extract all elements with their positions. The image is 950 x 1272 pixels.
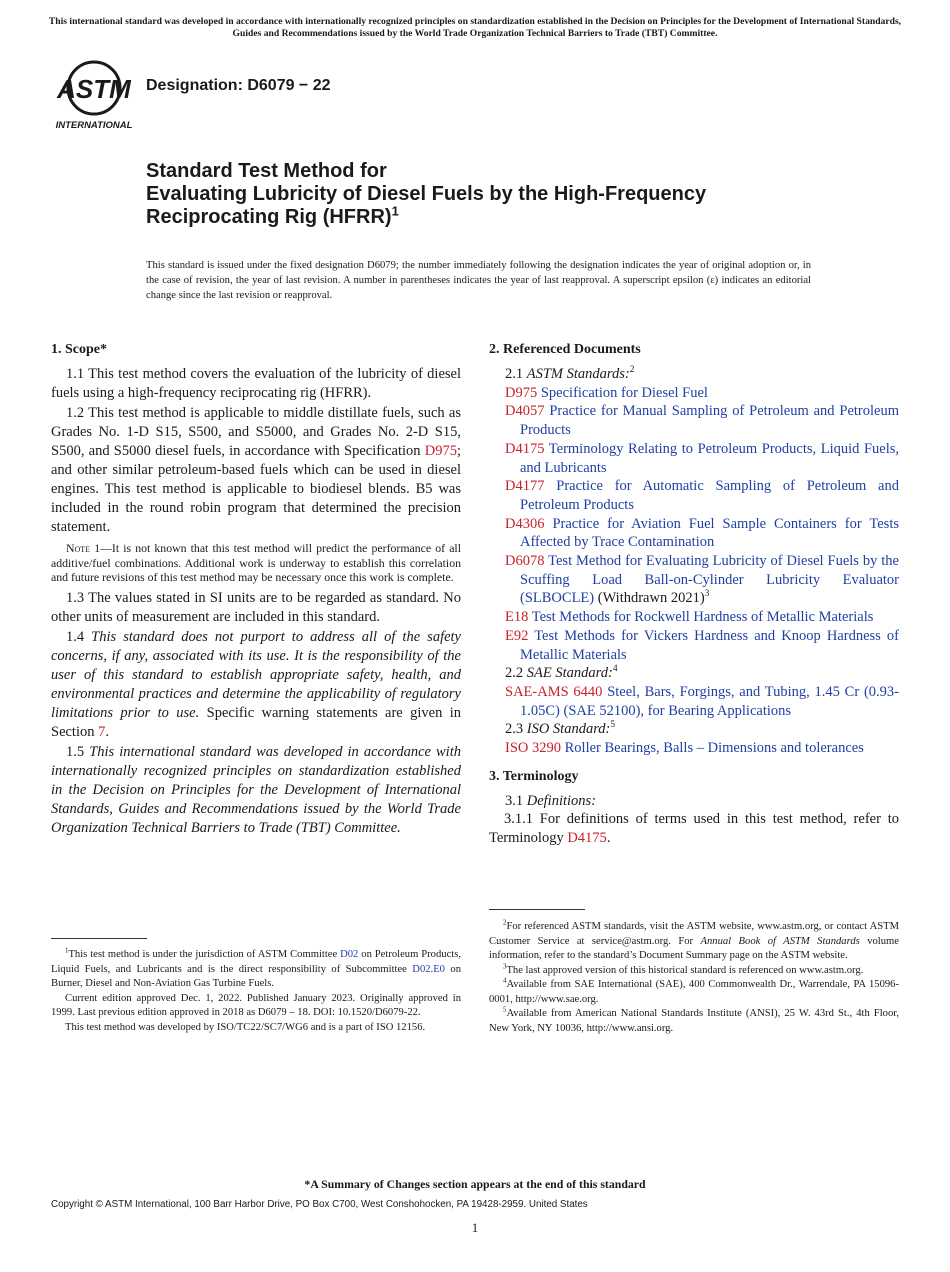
designation: Designation: D6079 − 22 bbox=[146, 77, 331, 94]
reference-title[interactable]: Test Methods for Vickers Hardness and Knoop Hardness of Metallic Materials bbox=[520, 627, 899, 663]
astm-sup: 2 bbox=[629, 365, 635, 376]
terminology-text: 3.1.1 For definitions of terms used in this test method, refer to Terminology bbox=[489, 811, 899, 847]
footnote-3-marker: 3 bbox=[503, 962, 507, 970]
reference-code[interactable]: D4306 bbox=[505, 515, 545, 532]
title-footnote-ref: 1 bbox=[391, 203, 399, 219]
right-footnotes bbox=[489, 920, 899, 1036]
reference-title[interactable]: Practice for Automatic Sampling of Petroleum and Petroleum Products bbox=[520, 478, 899, 513]
terminology-heading: 3. Terminology bbox=[489, 768, 579, 784]
footnote-2-text-2: volume information, refer to the standard’s Document Summary page on the ASTM website. bbox=[489, 935, 899, 961]
reference-title[interactable]: Practice for Manual Sampling of Petroleum and Petroleum Products bbox=[520, 403, 899, 439]
footnote-5 bbox=[489, 1007, 899, 1036]
reference-item bbox=[489, 515, 899, 552]
footnote-4-text: Available from SAE International (SAE), 400 Commonwealth Dr., Warrendale, PA 15096-0001, http://www.sae.org. bbox=[489, 979, 899, 1005]
footnote-1-marker: 1 bbox=[65, 947, 69, 955]
reference-code[interactable]: ISO 3290 bbox=[505, 740, 561, 757]
astm-logo bbox=[52, 57, 136, 131]
terminology-end: . bbox=[606, 830, 611, 847]
reference-item bbox=[489, 440, 899, 477]
scope-1-2-text-end: ; and other similar petroleum-based fuels which can be used in diesel engines. This test method is applicable to biodiesel blends. B5 was included in the round robin program that determined the precision statement. bbox=[51, 443, 461, 535]
reference-item bbox=[489, 552, 899, 608]
link-section-7[interactable]: 7 bbox=[98, 723, 106, 740]
copyright: Copyright © ASTM International, 100 Barr Harbor Drive, PO Box C700, West Conshohocken, PA 19428-2959. United States bbox=[51, 1199, 588, 1210]
footnote-1-text-3: on Burner, Diesel and Non-Aviation Gas Turbine Fuels. bbox=[51, 963, 461, 989]
reference-item bbox=[489, 627, 899, 664]
footnote-2 bbox=[489, 920, 899, 964]
definitions-text: Definitions: bbox=[526, 792, 597, 809]
footnote-3 bbox=[489, 964, 899, 979]
right-column bbox=[489, 341, 899, 849]
reference-item bbox=[489, 402, 899, 439]
iso-sup: 5 bbox=[610, 720, 616, 731]
iso-standard-label bbox=[489, 720, 899, 739]
scope-1-4-text: Specific warning statements are given in Section bbox=[51, 704, 461, 740]
title-line-3: Reciprocating Rig (HFRR) bbox=[146, 206, 392, 228]
header-notice: This international standard was developed in accordance with internationally recognized principles on standardization established in the Decision on Principles for the Development of International Standards, Guides and Recommendations issued by the World Trade Organization Technical Barriers to Trade (TBT) Committee. bbox=[48, 16, 902, 39]
reference-code[interactable]: D4057 bbox=[505, 403, 545, 420]
scope-1-4-num: 1.4 bbox=[66, 628, 92, 645]
astm-num: 2.1 bbox=[505, 366, 527, 382]
left-footnote-rule bbox=[51, 938, 147, 939]
reference-title[interactable]: Test Method for Evaluating Lubricity of Diesel Fuels by the Scuffing Load Ball-on-Cylinder Lubricity Evaluator (SLBOCLE) bbox=[520, 553, 899, 607]
footnote-2-marker: 2 bbox=[503, 919, 507, 927]
reference-item bbox=[489, 608, 899, 627]
left-footnotes bbox=[51, 948, 461, 1035]
page-title bbox=[146, 160, 866, 229]
astm-logo-graphic bbox=[52, 57, 136, 131]
link-d975[interactable]: D975 bbox=[424, 443, 457, 459]
developed-note: This test method was developed by ISO/TC22/SC7/WG6 and is a part of ISO 12156. bbox=[65, 1021, 426, 1033]
scope-1-5-italic: This international standard was developed in accordance with internationally recognized principles on standardization established in the Decision on Principles for the Development of International Standards, Guides and Recommendations issued by the World Trade Organization Technical Barriers to Trade (TBT) Committee. bbox=[51, 743, 461, 836]
definitions-label bbox=[489, 792, 899, 811]
sae-label: SAE Standard: bbox=[526, 665, 613, 682]
page-number: 1 bbox=[471, 1220, 479, 1235]
reference-item-iso bbox=[489, 739, 899, 758]
reference-item-sae bbox=[489, 683, 899, 720]
sae-sup: 4 bbox=[612, 664, 618, 675]
scope-1-5 bbox=[51, 743, 461, 838]
reference-code[interactable]: D6078 bbox=[505, 553, 545, 570]
link-d4175[interactable]: D4175 bbox=[567, 830, 607, 847]
referenced-heading: 2. Referenced Documents bbox=[489, 342, 641, 357]
reference-code[interactable]: D975 bbox=[505, 384, 538, 401]
terminology-3-1-1 bbox=[489, 810, 899, 848]
reference-code[interactable]: D4177 bbox=[505, 478, 545, 495]
scope-1-4-end: . bbox=[105, 723, 109, 740]
footnote-1-text: This test method is under the jurisdiction of ASTM Committee bbox=[68, 949, 341, 960]
reference-sup: 3 bbox=[704, 589, 710, 600]
note-1 bbox=[51, 541, 461, 585]
scope-1-4-italic: This standard does not purport to address all of the safety concerns, if any, associated with its use. It is the responsibility of the user of this standard to establish appropriate safety, health, and environmental practices and determine the applicability of regulatory limitations prior to use. bbox=[51, 628, 461, 721]
summary-of-changes-note: *A Summary of Changes section appears at the end of this standard bbox=[304, 1177, 646, 1191]
reference-title[interactable]: Test Methods for Rockwell Hardness of Metallic Materials bbox=[531, 609, 874, 626]
footnote-2-text: For referenced ASTM standards, visit the ASTM website, www.astm.org, or contact ASTM Customer Service at service@astm.org. For bbox=[489, 921, 899, 947]
reference-code[interactable]: SAE-AMS 6440 bbox=[505, 683, 603, 700]
reference-item bbox=[489, 384, 899, 403]
link-d02-e0[interactable]: D02.E0 bbox=[412, 963, 445, 975]
footnote-3-text: The last approved version of this historical standard is referenced on www.astm.org. bbox=[506, 964, 864, 976]
reference-title[interactable]: Specification for Diesel Fuel bbox=[540, 384, 708, 401]
astm-label: ASTM Standards: bbox=[526, 366, 630, 382]
definitions-num: 3.1 bbox=[505, 792, 527, 809]
footnote-5-text: Available from American National Standards Institute (ANSI), 25 W. 43rd St., 4th Floor, New York, NY 10036, http://www.ansi.org. bbox=[489, 1008, 899, 1034]
right-footnote-rule bbox=[489, 909, 585, 910]
edition-note: Current edition approved Dec. 1, 2022. Published January 2023. Originally approved in 1999. Last previous edition approved in 2018 as D6079 – 18. DOI: 10.1520/D6079-22. bbox=[51, 992, 461, 1018]
title-line-2: Evaluating Lubricity of Diesel Fuels by the High-Frequency bbox=[146, 183, 707, 205]
note-label: Note 1 bbox=[66, 541, 101, 555]
footnote-1 bbox=[51, 948, 461, 992]
scope-1-4 bbox=[51, 628, 461, 742]
sae-standard-label bbox=[489, 664, 899, 683]
footnote-4-marker: 4 bbox=[503, 977, 507, 985]
footnote-5-marker: 5 bbox=[503, 1006, 507, 1014]
reference-code[interactable]: E92 bbox=[505, 627, 529, 644]
reference-code[interactable]: D4175 bbox=[505, 440, 545, 457]
astm-standards-label bbox=[489, 365, 899, 384]
reference-code[interactable]: E18 bbox=[505, 609, 529, 626]
astm-reference-list bbox=[489, 384, 899, 665]
reference-item bbox=[489, 477, 899, 514]
iso-num: 2.3 bbox=[505, 721, 527, 738]
reference-title[interactable]: Practice for Aviation Fuel Sample Containers for Tests Affected by Trace Contamination bbox=[520, 515, 899, 551]
reference-title[interactable]: Terminology Relating to Petroleum Products, Liquid Fuels, and Lubricants bbox=[520, 440, 899, 476]
footnote-1-text-2: on Petroleum Products, Liquid Fuels, and Lubricants and is the direct responsibility of Subcommittee bbox=[51, 949, 461, 975]
title-line-1: Standard Test Method for bbox=[146, 160, 387, 182]
footnote-2-italic: Annual Book of ASTM Standards bbox=[700, 935, 860, 947]
note-text: —It is not known that this test method will predict the performance of all additive/fuel combinations. Additional work is underway to establish this correlation and future revisions of this test method may be necessary once this work is complete. bbox=[51, 541, 461, 584]
logo-text: ASTM bbox=[57, 74, 131, 104]
issued-note: This standard is issued under the fixed designation D6079; the number immediately following the designation indicates the year of original adoption or, in the case of revision, the year of last revision. A number in parentheses indicates the year of last reapproval. A superscript epsilon (ε) indicates an editorial change since the last revision or reapproval. bbox=[146, 260, 811, 301]
left-column bbox=[51, 341, 461, 839]
scope-heading: 1. Scope* bbox=[51, 342, 107, 357]
logo-subtext: INTERNATIONAL bbox=[55, 120, 133, 131]
scope-1-2 bbox=[51, 404, 461, 537]
scope-1-2-text: 1.2 This test method is applicable to middle distillate fuels, such as Grades No. 1-D S15, S500, and S5000, and Grades No. 2-D S15, S500, and S5000 diesel fuels, in accordance with Specification bbox=[51, 405, 461, 459]
iso-label: ISO Standard: bbox=[526, 721, 611, 738]
scope-1-1: 1.1 This test method covers the evaluation of the lubricity of diesel fuels using a high-frequency reciprocating rig (HFRR). bbox=[51, 366, 461, 401]
link-d02[interactable]: D02 bbox=[340, 949, 359, 960]
scope-1-3: 1.3 The values stated in SI units are to be regarded as standard. No other units of measurement are included in this standard. bbox=[51, 589, 461, 625]
reference-title[interactable]: Steel, Bars, Forgings, and Tubing, 1.45 Cr (0.93-1.05C) (SAE 52100), for Bearing Applications bbox=[520, 683, 899, 719]
scope-1-5-num: 1.5 bbox=[66, 743, 90, 760]
sae-num: 2.2 bbox=[505, 665, 527, 682]
reference-suffix: (Withdrawn 2021) bbox=[594, 590, 705, 607]
reference-title[interactable]: Roller Bearings, Balls – Dimensions and tolerances bbox=[564, 740, 864, 757]
footnote-4 bbox=[489, 978, 899, 1007]
